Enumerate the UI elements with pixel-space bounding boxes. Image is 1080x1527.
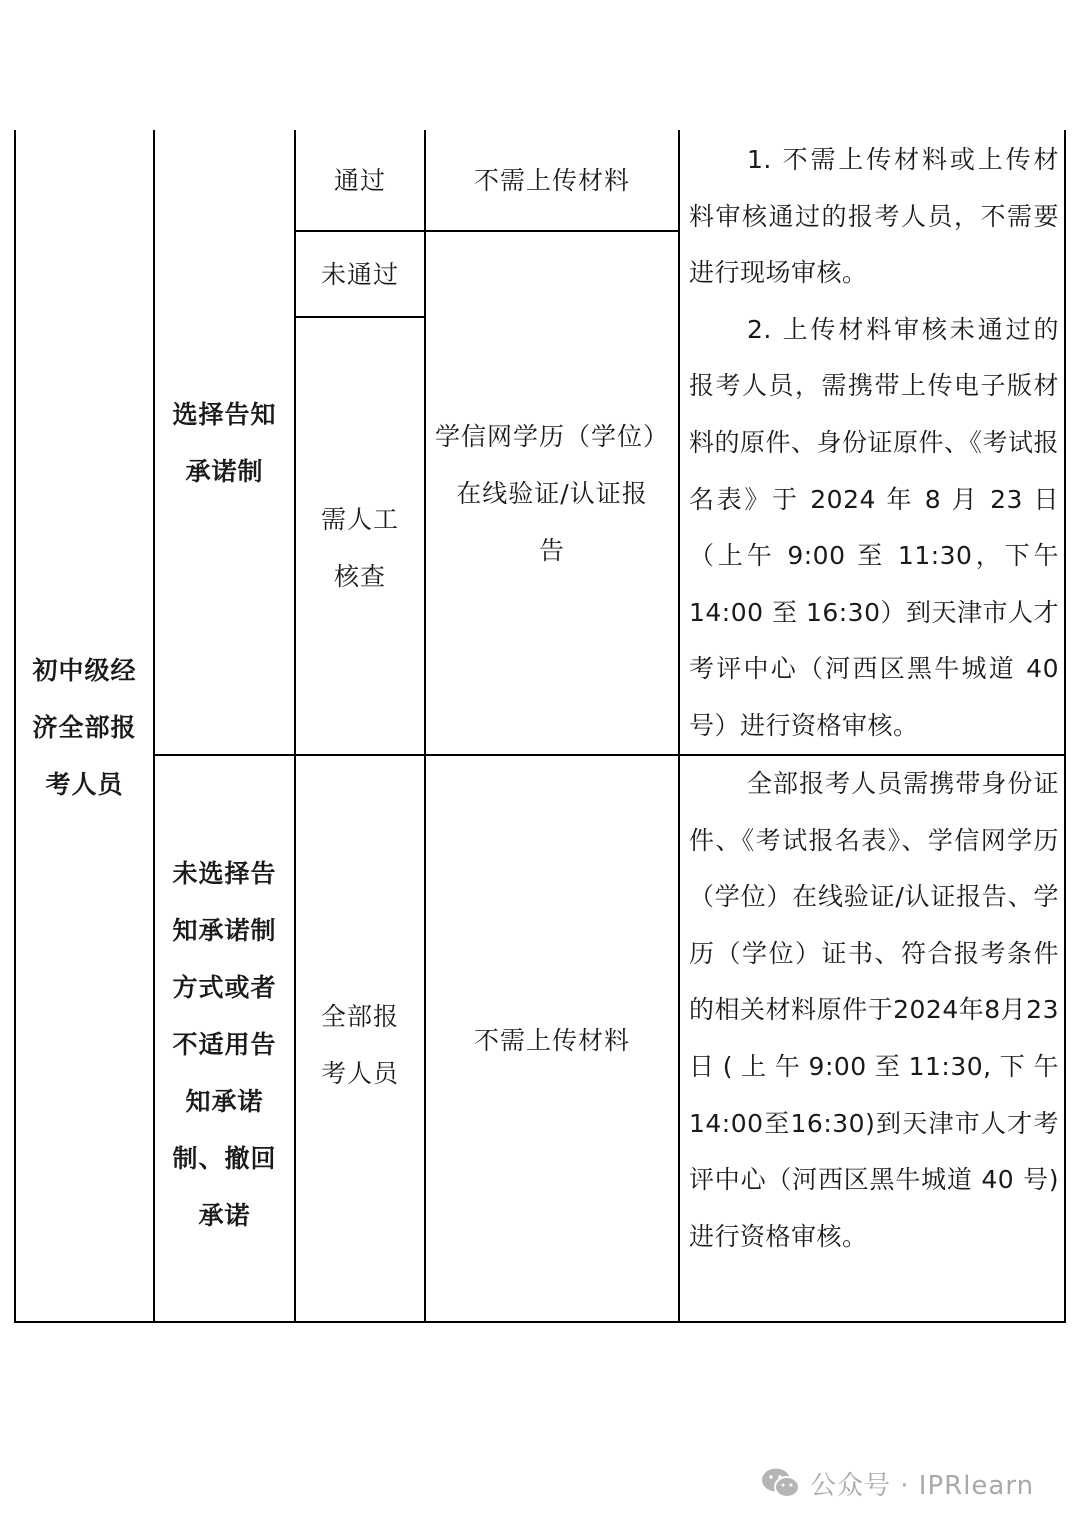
status-text: 未通过 (320, 259, 399, 289)
watermark (760, 1460, 1034, 1506)
method-line: 方式或者 (172, 973, 277, 1002)
group-label-cell (16, 130, 153, 1323)
status-text: 核查 (333, 562, 386, 591)
description-cell-commitment (689, 132, 1059, 755)
method-line: 承诺制 (185, 457, 264, 486)
status-cell-all-candidates (296, 756, 424, 1321)
materials-text: 在线验证/认证报 (456, 479, 648, 508)
group-label-line: 初中级经 (32, 656, 137, 685)
materials-cell-chsi-report (426, 232, 678, 754)
status-cell-manual-check (296, 318, 424, 754)
method-cell-commitment (155, 130, 294, 754)
description-paragraph: 1. 不需上传材料或上传材料审核通过的报考人员，不需要进行现场审核。 (689, 145, 1059, 288)
table-border-bottom (14, 1321, 1066, 1323)
materials-text: 不需上传材料 (473, 165, 630, 195)
group-label-line: 考人员 (45, 770, 124, 799)
materials-text: 不需上传材料 (473, 1026, 630, 1055)
method-line: 承诺 (198, 1201, 251, 1230)
method-line: 未选择告 (172, 859, 277, 888)
group-label-line: 济全部报 (32, 713, 137, 742)
description-paragraph: 2. 上传材料审核未通过的报考人员，需携带上传电子版材料的原件、身份证原件、《考试报名表》于 2024 年 8 月 23 日（上午 9:00 至 11:30，下午 14:00 至 16:30）到天津市人才考评中心（河西区黑牛城道 40 号）进行资格审核。 (689, 314, 1060, 740)
description-paragraph: 全部报考人员需携带身份证件、《考试报名表》、学信网学历（学位）在线验证/认证报告、学历（学位）证书、符合报考条件的相关材料原件于2024年8月23日(上午9:00至11:30,下午14:00至16:30)到天津市人才考评中心（河西区黑牛城道 40 号)进行资格审核。 (689, 769, 1059, 1251)
table-divider-col4 (678, 130, 680, 1322)
method-cell-no-commitment (155, 756, 294, 1321)
method-line: 选择告知 (172, 400, 277, 429)
status-text: 需人工 (320, 505, 399, 534)
description-cell-no-commitment (689, 756, 1059, 1265)
materials-text: 学信网学历（学位） (434, 422, 669, 451)
status-cell-pass (296, 130, 424, 230)
status-text: 通过 (333, 165, 386, 195)
wechat-icon (760, 1465, 802, 1501)
status-cell-fail (296, 232, 424, 316)
table-border-right (1064, 130, 1066, 1322)
materials-cell-none-all (426, 756, 678, 1321)
method-line: 制、撤回 (172, 1144, 277, 1173)
method-line: 不适用告 (172, 1030, 277, 1059)
watermark-text: 公众号 · IPRlearn (810, 1470, 1035, 1501)
materials-cell-none (426, 130, 678, 230)
status-text: 全部报 (320, 1001, 399, 1031)
method-line: 知承诺 (185, 1087, 264, 1116)
materials-text: 告 (538, 536, 565, 565)
method-line: 知承诺制 (172, 916, 277, 945)
status-text: 考人员 (320, 1058, 399, 1088)
